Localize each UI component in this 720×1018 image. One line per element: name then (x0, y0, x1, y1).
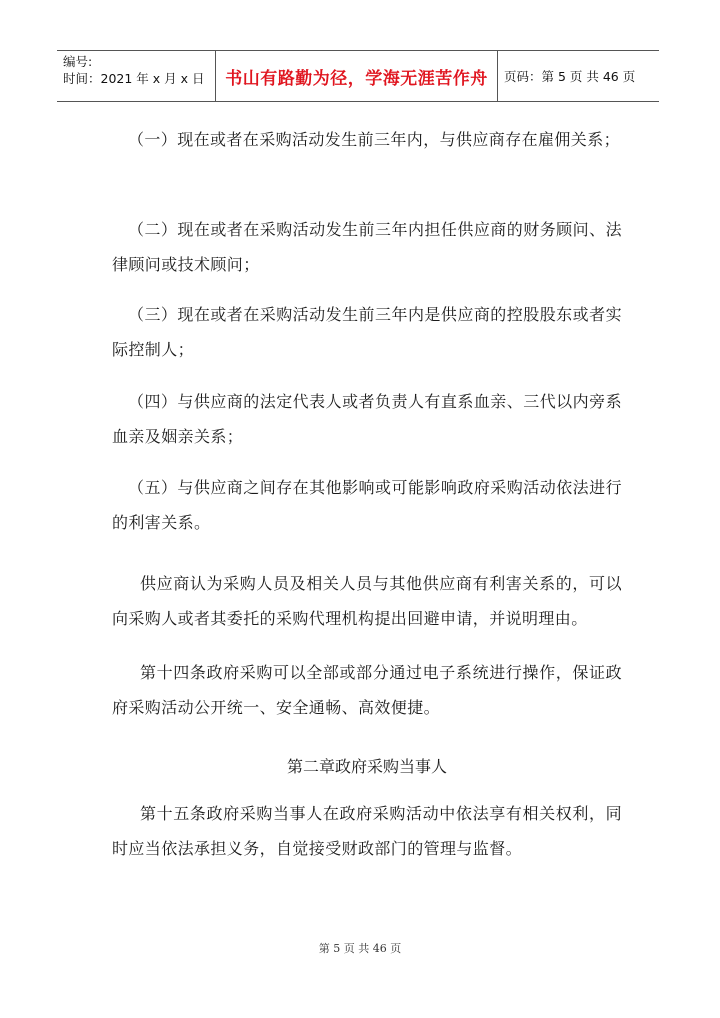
paragraph-item-4: （四）与供应商的法定代表人或者负责人有直系血亲、三代以内旁系血亲及姻亲关系； (112, 392, 622, 446)
chapter-title: 第二章政府采购当事人 (286, 757, 447, 776)
paragraph-item-5: （五）与供应商之间存在其他影响或可能影响政府采购活动依法进行的利害关系。 (112, 478, 622, 532)
document-date: 时间：2021 年 x 月 x 日 (63, 71, 205, 86)
header-meta (57, 51, 216, 101)
paragraph-article-14: 第十四条政府采购可以全部或部分通过电子系统进行操作，保证政府采购活动公开统一、安全通畅、高效便捷。 (112, 663, 622, 717)
document-number-label: 编号: (63, 54, 93, 69)
paragraph-item-3: （三）现在或者在采购活动发生前三年内是供应商的控股股东或者实际控制人； (112, 305, 622, 359)
header-page-info: 页码：第 5 页 共 46 页 (504, 69, 636, 84)
paragraph-item-1: （一）现在或者在采购活动发生前三年内，与供应商存在雇佣关系； (128, 130, 621, 149)
paragraph-avoidance: 供应商认为采购人员及相关人员与其他供应商有利害关系的，可以向采购人或者其委托的采购代理机构提出回避申请，并说明理由。 (112, 574, 622, 628)
page-header (57, 50, 659, 102)
paragraph-article-15: 第十五条政府采购当事人在政府采购活动中依法享有相关权利，同时应当依法承担义务，自觉接受财政部门的管理与监督。 (112, 804, 622, 858)
page-footer: 第 5 页 共 46 页 (318, 942, 402, 955)
paragraph-item-2: （二）现在或者在采购活动发生前三年内担任供应商的财务顾问、法律顾问或技术顾问； (112, 220, 622, 274)
header-motto: 书山有路勤为径，学海无涯苦作舟 (216, 51, 498, 101)
